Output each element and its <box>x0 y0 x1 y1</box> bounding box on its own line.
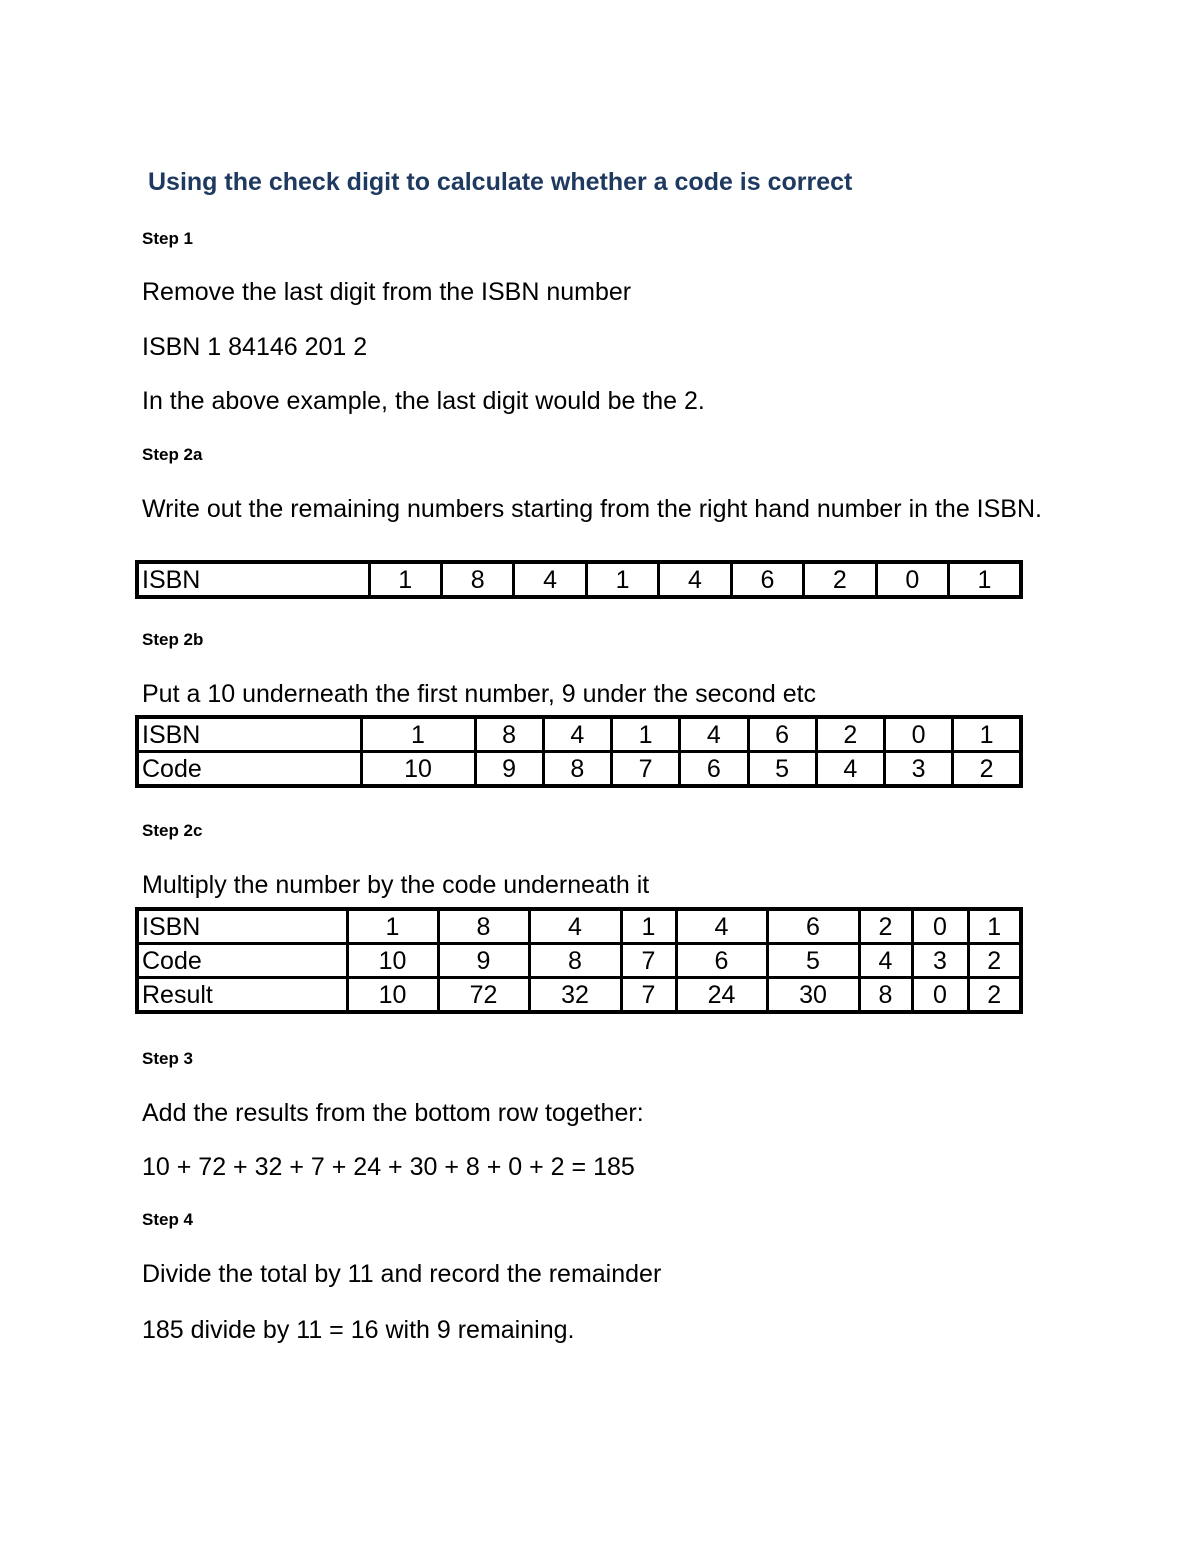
step-2b-label: Step 2b <box>142 630 204 649</box>
step-1-instruction: Remove the last digit from the ISBN number <box>142 278 632 306</box>
table-cell: 72 <box>438 978 529 1013</box>
table-cell: 2 <box>816 717 884 752</box>
row-header-result: Result <box>137 978 347 1013</box>
table-cell: 5 <box>767 944 859 978</box>
table-row-code <box>137 752 1021 787</box>
table-cell: 8 <box>475 717 543 752</box>
table-cell: 7 <box>621 978 676 1013</box>
table-cell: 32 <box>529 978 621 1013</box>
table-cell: 1 <box>369 562 441 597</box>
page-title: Using the check digit to calculate whether a code is correct <box>148 168 853 196</box>
table-cell: 8 <box>438 909 529 944</box>
table-cell: 8 <box>441 562 513 597</box>
table-cell: 6 <box>731 562 803 597</box>
table-cell: 9 <box>438 944 529 978</box>
table-cell: 6 <box>767 909 859 944</box>
table-cell: 4 <box>816 752 884 787</box>
table-cell: 2 <box>859 909 912 944</box>
table-cell: 8 <box>529 944 621 978</box>
table-cell: 4 <box>676 909 767 944</box>
table-cell: 2 <box>968 978 1021 1013</box>
table-cell: 8 <box>859 978 912 1013</box>
table-cell: 0 <box>876 562 948 597</box>
table-step-2b <box>135 715 1023 788</box>
row-header-code: Code <box>137 752 361 787</box>
table-cell: 3 <box>912 944 968 978</box>
table-cell: 1 <box>953 717 1021 752</box>
table-cell: 24 <box>676 978 767 1013</box>
table-cell: 9 <box>475 752 543 787</box>
step-2c-label: Step 2c <box>142 821 203 840</box>
table-cell: 10 <box>347 944 438 978</box>
table-cell: 10 <box>361 752 475 787</box>
row-header-isbn: ISBN <box>137 717 361 752</box>
table-cell: 0 <box>912 978 968 1013</box>
table-cell: 30 <box>767 978 859 1013</box>
step-2a-instruction: Write out the remaining numbers starting from the right hand number in the ISBN. <box>142 495 1042 523</box>
sum-equation: 10 + 72 + 32 + 7 + 24 + 30 + 8 + 0 + 2 = 185 <box>142 1153 635 1181</box>
step-2a-label: Step 2a <box>142 445 203 464</box>
row-header-code: Code <box>137 944 347 978</box>
table-cell: 10 <box>347 978 438 1013</box>
step-2c-instruction: Multiply the number by the code underneath it <box>142 871 650 899</box>
table-cell: 4 <box>543 717 611 752</box>
table-cell: 4 <box>514 562 586 597</box>
table-cell: 1 <box>968 909 1021 944</box>
row-header-isbn: ISBN <box>137 562 369 597</box>
isbn-example: ISBN 1 84146 201 2 <box>142 333 368 361</box>
table-row-isbn <box>137 717 1021 752</box>
table-row-isbn <box>137 562 1021 597</box>
table-row-result <box>137 978 1021 1013</box>
table-cell: 1 <box>612 717 680 752</box>
step-3-label: Step 3 <box>142 1049 194 1068</box>
table-cell: 7 <box>621 944 676 978</box>
table-cell: 2 <box>953 752 1021 787</box>
table-cell: 6 <box>680 752 748 787</box>
table-cell: 4 <box>659 562 731 597</box>
step-4-label: Step 4 <box>142 1210 194 1229</box>
last-digit-note: In the above example, the last digit would be the 2. <box>142 387 705 415</box>
table-cell: 4 <box>859 944 912 978</box>
row-header-isbn: ISBN <box>137 909 347 944</box>
table-step-2c <box>135 907 1023 1014</box>
table-cell: 8 <box>543 752 611 787</box>
step-1-label: Step 1 <box>142 229 194 248</box>
table-row-code <box>137 944 1021 978</box>
step-3-instruction: Add the results from the bottom row together: <box>142 1099 644 1127</box>
table-cell: 2 <box>804 562 876 597</box>
step-2b-instruction: Put a 10 underneath the first number, 9 under the second etc <box>142 680 817 708</box>
step-4-instruction: Divide the total by 11 and record the remainder <box>142 1260 662 1288</box>
table-cell: 2 <box>968 944 1021 978</box>
table-cell: 0 <box>885 717 953 752</box>
table-cell: 1 <box>347 909 438 944</box>
table-cell: 1 <box>586 562 658 597</box>
table-cell: 1 <box>949 562 1022 597</box>
table-cell: 4 <box>680 717 748 752</box>
table-cell: 4 <box>529 909 621 944</box>
table-row-isbn <box>137 909 1021 944</box>
table-cell: 7 <box>612 752 680 787</box>
table-cell: 5 <box>748 752 816 787</box>
table-cell: 0 <box>912 909 968 944</box>
division-result: 185 divide by 11 = 16 with 9 remaining. <box>142 1316 575 1344</box>
table-cell: 1 <box>361 717 475 752</box>
table-cell: 1 <box>621 909 676 944</box>
table-cell: 3 <box>885 752 953 787</box>
table-cell: 6 <box>676 944 767 978</box>
table-step-2a <box>135 560 1023 599</box>
table-cell: 6 <box>748 717 816 752</box>
